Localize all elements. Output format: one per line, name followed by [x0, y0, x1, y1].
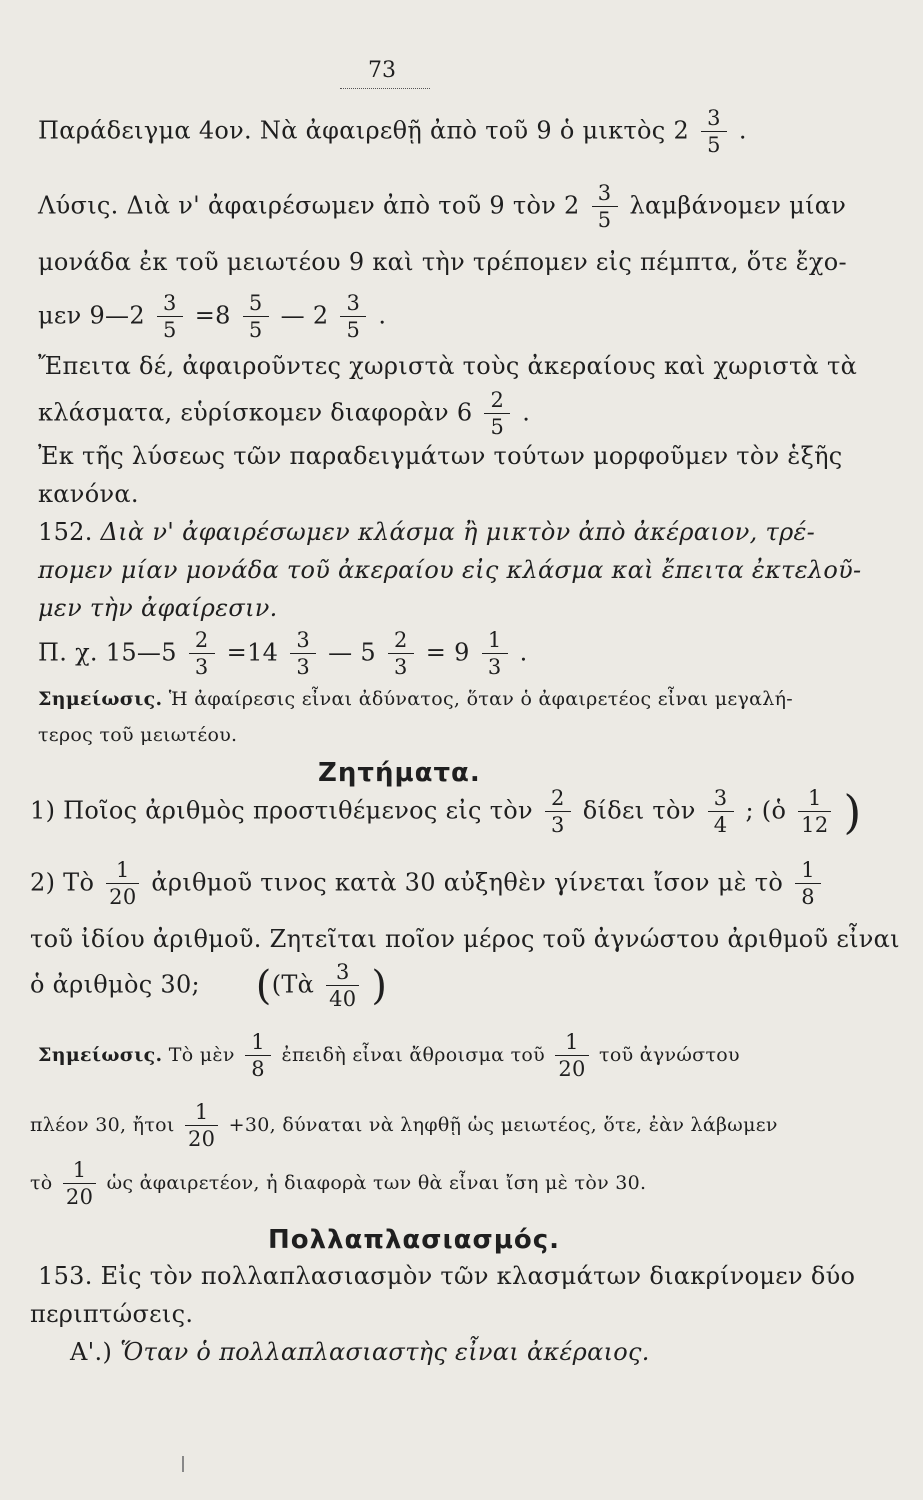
fraction: $\frac{1}{20}$ [63, 1160, 96, 1208]
text: Λύσις. Διὰ ν' ἀφαιρέσωμεν ἀπὸ τοῦ 9 τὸν 2 [38, 191, 580, 220]
page-number: 73 [368, 58, 396, 83]
solution-line-1 [38, 183, 846, 231]
rule-153-line-1 [38, 1262, 855, 1290]
text: =8 [194, 301, 231, 330]
text: (Τὰ [271, 970, 315, 999]
text: ; (ὁ [745, 796, 787, 825]
text: ) [371, 963, 388, 1009]
text: ὁ ἀριθμὸς 30; [30, 970, 200, 999]
paragraph-number: 152. [38, 518, 93, 546]
fraction: $\frac{1}{20}$ [555, 1032, 588, 1080]
text: 1) Ποῖος ἀριθμὸς προστιθέμενος εἰς τὸν [30, 796, 533, 825]
rule-153-line-2 [30, 1300, 193, 1328]
problem-2-line-1 [30, 860, 825, 908]
fraction: $\frac{3}{40}$ [326, 962, 359, 1010]
text: 153. Εἰς τὸν πολλαπλασιασμὸν τῶν κλασμάτων διακρίνομεν δύο [38, 1262, 856, 1290]
text: . [519, 638, 528, 667]
text: τὸ [30, 1172, 53, 1194]
rule-152-line-2 [38, 556, 861, 584]
case-a-line [70, 1338, 650, 1366]
rule-152-line-3 [38, 594, 278, 622]
text: τοῦ ἰδίου ἀριθμοῦ. Ζητεῖται ποῖον μέρος τοῦ ἀγνώστου ἀριθμοῦ εἶναι [30, 925, 900, 953]
example-line [38, 630, 528, 678]
text: Διὰ ν' ἀφαιρέσωμεν κλάσμα ἢ μικτὸν ἀπὸ ἀκέραιον, τρέ- [100, 518, 816, 546]
case-label: Α'.) [70, 1338, 113, 1366]
solution-line-5 [38, 390, 530, 438]
text: πομεν μίαν μονάδα τοῦ ἀκεραίου εἰς κλάσμα καὶ ἔπειτα ἐκτελοῦ- [38, 556, 862, 584]
text: δίδει τὸν [582, 796, 696, 825]
note-2-line-3 [30, 1160, 646, 1208]
fraction: $\frac{3}{5}$ [701, 108, 727, 156]
fraction: $\frac{1}{12}$ [798, 788, 831, 836]
text: — 5 [328, 638, 376, 667]
text: ἀριθμοῦ τινος κατὰ 30 αὐξηθὲν γίνεται ἴσον μὲ τὸ [151, 868, 784, 897]
fraction: $\frac{2}{5}$ [484, 390, 510, 438]
text: = 9 [425, 638, 470, 667]
problem-2-line-3: ὁ ἀριθμὸς 30; ((Τὰ $\frac{3}{40}$ ) [30, 960, 388, 1011]
fraction: $\frac{2}{3}$ [189, 630, 215, 678]
rule-intro-line [38, 442, 843, 470]
text: ὡς ἀφαιρετέον, ἡ διαφορὰ των θὰ εἶναι ἴση μὲ τὸν 30. [106, 1172, 647, 1194]
text: 2) Τὸ [30, 868, 95, 897]
fraction: $\frac{3}{5}$ [157, 293, 183, 341]
text: . [378, 301, 387, 330]
fraction: $\frac{3}{5}$ [340, 293, 366, 341]
fraction: $\frac{1}{8}$ [795, 860, 821, 908]
fraction: $\frac{1}{3}$ [482, 630, 508, 678]
fraction: $\frac{3}{5}$ [592, 183, 618, 231]
page-number-rule [340, 88, 430, 89]
text: — 2 [280, 301, 329, 330]
solution-line-4 [38, 352, 857, 380]
text: πλέον 30, ἤτοι [30, 1114, 175, 1136]
text: Ἡ ἀφαίρεσις εἶναι ἀδύνατος, ὅταν ὁ ἀφαιρετέος εἶναι μεγαλή- [168, 688, 794, 710]
section-heading-multiplication: Πολλαπλασιασμός. [268, 1225, 561, 1255]
fraction: $\frac{1}{8}$ [245, 1032, 271, 1080]
note-label: Σημείωσις. [38, 688, 163, 710]
note-line-1 [38, 688, 793, 710]
fraction: $\frac{1}{20}$ [185, 1102, 218, 1150]
fraction: $\frac{2}{3}$ [545, 788, 571, 836]
example-4-line [38, 108, 747, 156]
text: Ὅταν ὁ πολλαπλασιαστὴς εἶναι ἀκέραιος. [120, 1338, 650, 1366]
solution-line-2 [38, 248, 847, 276]
text: Π. χ. 15—5 [38, 638, 177, 667]
text: =14 [226, 638, 279, 667]
text: μεν 9—2 [38, 301, 145, 330]
text: ἐπειδὴ εἶναι ἄθροισμα τοῦ [281, 1044, 545, 1066]
note-label: Σημείωσις. [38, 1044, 163, 1066]
fraction: $\frac{1}{20}$ [106, 860, 139, 908]
text: +30, δύναται νὰ ληφθῇ ὡς μειωτέος, ὅτε, ἐὰν λάβωμεν [228, 1114, 778, 1136]
text: . [738, 116, 747, 145]
text: μονάδα ἐκ τοῦ μειωτέου 9 καὶ τὴν τρέπομεν εἰς πέμπτα, ὅτε ἔχο- [38, 248, 847, 276]
text: Ἐκ τῆς λύσεως τῶν παραδειγμάτων τούτων μορφοῦμεν τὸν ἑξῆς [38, 442, 843, 470]
text: περιπτώσεις. [30, 1300, 194, 1328]
text: τερος τοῦ μειωτέου. [38, 724, 238, 746]
rule-intro-line-2 [38, 480, 139, 508]
note-2-line-1 [38, 1032, 740, 1080]
text: κλάσματα, εὑρίσκομεν διαφορὰν 6 [38, 398, 473, 427]
note-2-line-2 [30, 1102, 778, 1150]
text: Τὸ μὲν [168, 1044, 235, 1066]
section-heading-problems: Ζητήματα. [318, 758, 481, 788]
solution-line-3 [38, 293, 386, 341]
text: τοῦ ἀγνώστου [599, 1044, 740, 1066]
problem-1-line [30, 785, 862, 839]
text: μεν τὴν ἀφαίρεσιν. [38, 594, 278, 622]
problem-2-line-2 [30, 925, 900, 953]
fraction: $\frac{3}{3}$ [290, 630, 316, 678]
text: λαμβάνομεν μίαν [629, 191, 847, 220]
note-line-2 [38, 724, 237, 746]
fraction: $\frac{5}{5}$ [243, 293, 269, 341]
text: Ἔπειτα δέ, ἀφαιροῦντες χωριστὰ τοὺς ἀκεραίους καὶ χωριστὰ τὰ [38, 352, 858, 380]
fraction: $\frac{3}{4}$ [708, 788, 734, 836]
text: ) [843, 785, 862, 839]
text: Παράδειγμα 4ον. Νὰ ἀφαιρεθῇ ἀπὸ τοῦ 9 ὁ μικτὸς 2 [38, 116, 690, 145]
scan-speck [182, 1456, 184, 1472]
text: . [522, 398, 531, 427]
fraction: $\frac{2}{3}$ [388, 630, 414, 678]
text: κανόνα. [38, 480, 139, 508]
rule-152-line-1 [38, 518, 815, 546]
